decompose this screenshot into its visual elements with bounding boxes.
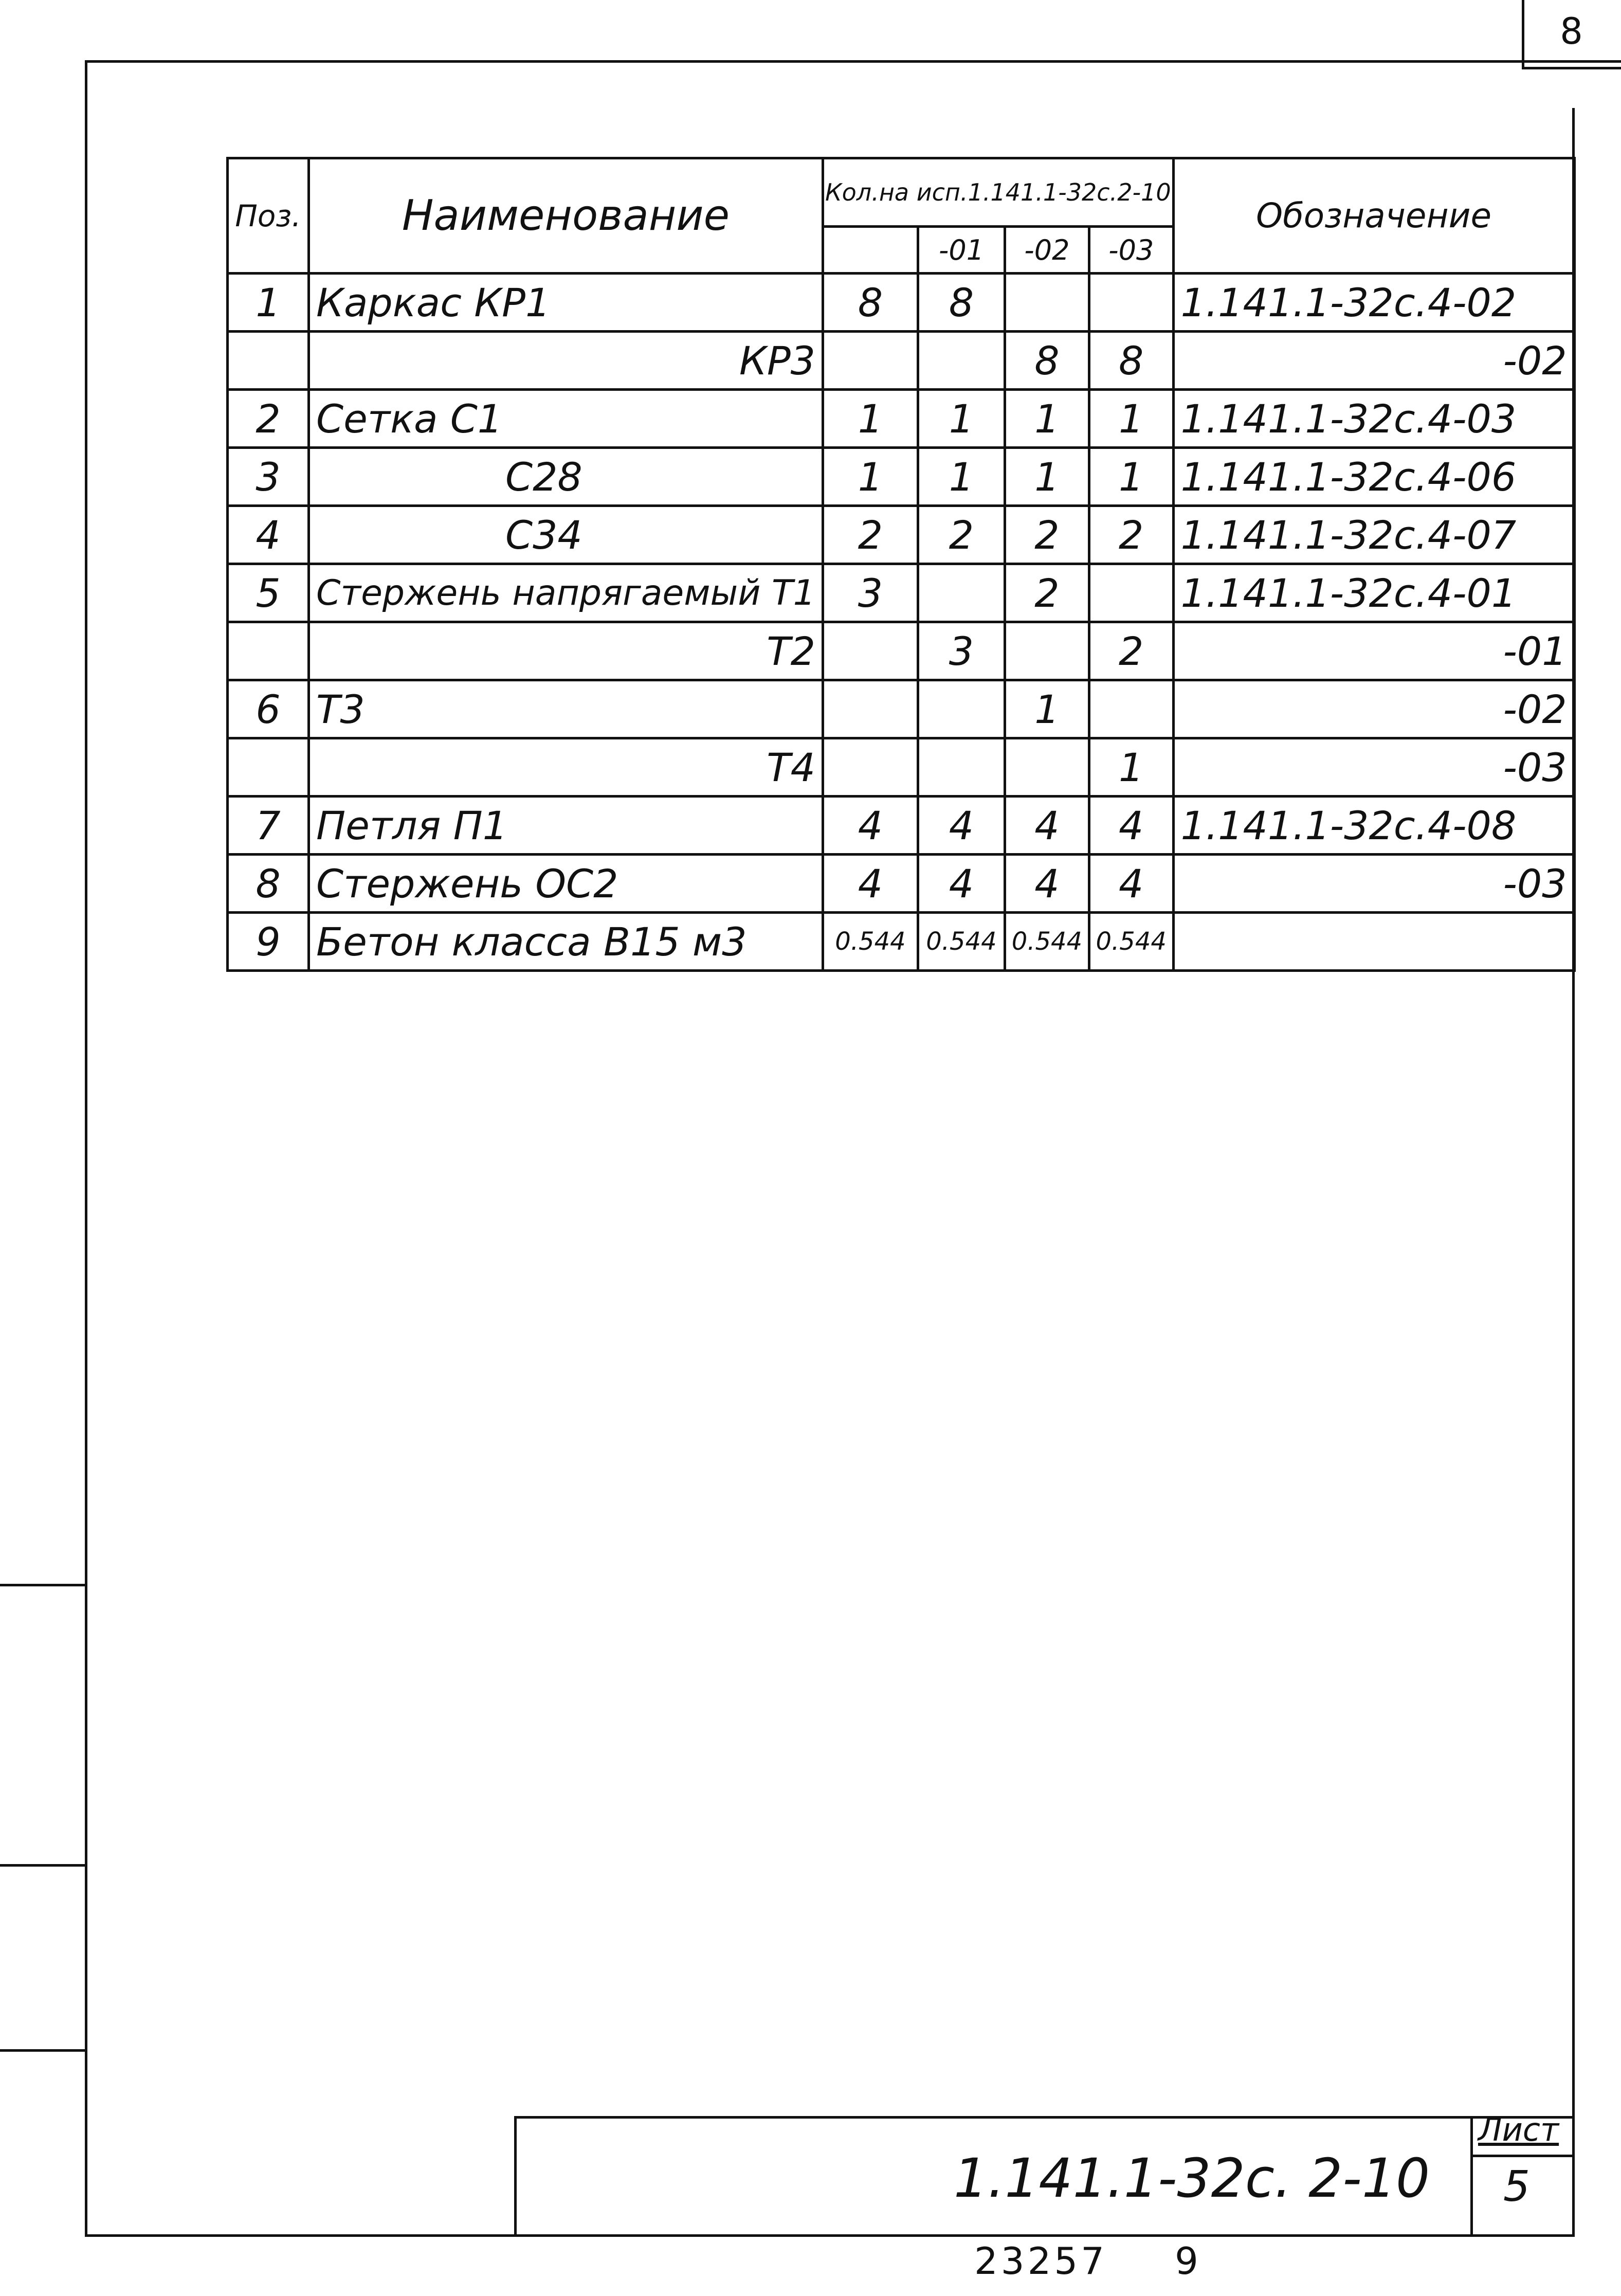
row-qty	[1089, 564, 1173, 622]
row-qty: 2	[918, 506, 1005, 564]
row-qty	[1005, 622, 1089, 680]
row-qty: 2	[823, 506, 918, 564]
row-qty	[1005, 274, 1089, 332]
frame-top	[85, 60, 1621, 63]
row-qty: 1	[1089, 390, 1173, 448]
row-pos: 5	[228, 564, 309, 622]
row-qty: 1	[1089, 448, 1173, 506]
row-qty: 4	[1089, 797, 1173, 855]
row-qty	[823, 738, 918, 797]
row-qty: 4	[823, 797, 918, 855]
copy-number: 9	[1175, 2239, 1198, 2283]
row-name: С34	[309, 506, 823, 564]
row-pos: 6	[228, 680, 309, 738]
table-row	[228, 680, 1575, 738]
row-designation: -02	[1173, 332, 1574, 390]
row-qty: 1	[823, 390, 918, 448]
header-name: Наименование	[309, 158, 823, 274]
row-designation: 1.141.1-32с.4-02	[1173, 274, 1574, 332]
row-designation: 1.141.1-32с.4-06	[1173, 448, 1574, 506]
frame-left	[85, 60, 87, 2237]
table-header-row	[228, 158, 1575, 227]
row-qty: 2	[1089, 622, 1173, 680]
row-designation: 1.141.1-32с.4-08	[1173, 797, 1574, 855]
row-pos	[228, 622, 309, 680]
row-qty	[918, 680, 1005, 738]
table-row	[228, 738, 1575, 797]
row-qty	[823, 680, 918, 738]
row-pos: 2	[228, 390, 309, 448]
sheet-number: 5	[1503, 2162, 1531, 2211]
margin-tick	[0, 1864, 87, 1867]
row-qty: 8	[1089, 332, 1173, 390]
sheet-cell-divider	[1470, 2155, 1572, 2157]
row-qty: 0.544	[823, 913, 918, 971]
row-name: Сетка С1	[309, 390, 823, 448]
row-designation: 1.141.1-32с.4-03	[1173, 390, 1574, 448]
header-variant	[823, 227, 918, 274]
table-row	[228, 797, 1575, 855]
row-pos: 3	[228, 448, 309, 506]
row-qty: 4	[823, 855, 918, 913]
table-row	[228, 274, 1575, 332]
row-name: Т2	[309, 622, 823, 680]
archive-number: 23257	[974, 2239, 1108, 2283]
row-qty: 8	[823, 274, 918, 332]
table-row	[228, 913, 1575, 971]
row-designation: 1.141.1-32с.4-01	[1173, 564, 1574, 622]
row-qty: 2	[1089, 506, 1173, 564]
row-pos: 7	[228, 797, 309, 855]
row-qty: 2	[1005, 564, 1089, 622]
row-qty: 3	[918, 622, 1005, 680]
row-qty: 4	[918, 855, 1005, 913]
row-qty	[1089, 680, 1173, 738]
margin-tick	[0, 2049, 87, 2052]
table-row	[228, 506, 1575, 564]
row-designation: -03	[1173, 738, 1574, 797]
row-pos: 4	[228, 506, 309, 564]
row-name: Каркас КР1	[309, 274, 823, 332]
row-qty	[1005, 738, 1089, 797]
title-block-top	[514, 2116, 1575, 2119]
row-designation	[1173, 913, 1574, 971]
row-qty: 8	[918, 274, 1005, 332]
row-name: КР3	[309, 332, 823, 390]
row-qty: 1	[1005, 390, 1089, 448]
row-pos	[228, 332, 309, 390]
margin-tick	[0, 1584, 87, 1586]
row-name: Т4	[309, 738, 823, 797]
document-code: 1.141.1-32с. 2-10	[954, 2147, 1430, 2210]
header-variant: -01	[918, 227, 1005, 274]
title-block-left	[514, 2116, 517, 2237]
row-name: Т3	[309, 680, 823, 738]
row-qty	[1089, 274, 1173, 332]
header-designation: Обозначение	[1173, 158, 1574, 274]
row-designation: 1.141.1-32с.4-07	[1173, 506, 1574, 564]
row-qty: 1	[1005, 448, 1089, 506]
table-row	[228, 448, 1575, 506]
header-qty-group: Кол.на исп.1.141.1-32с.2-10	[823, 158, 1174, 227]
header-pos: Поз.	[228, 158, 309, 274]
row-designation: -03	[1173, 855, 1574, 913]
header-variant: -02	[1005, 227, 1089, 274]
row-qty: 1	[1005, 680, 1089, 738]
row-qty: 0.544	[1005, 913, 1089, 971]
table-row	[228, 332, 1575, 390]
specification-table	[226, 157, 1576, 972]
sheet-cell-left	[1470, 2116, 1473, 2237]
corner-page-number: 8	[1560, 10, 1583, 52]
row-qty	[823, 332, 918, 390]
row-name: Стержень ОС2	[309, 855, 823, 913]
frame-bottom	[85, 2234, 1575, 2237]
header-variant: -03	[1089, 227, 1173, 274]
row-qty: 2	[1005, 506, 1089, 564]
table-row	[228, 855, 1575, 913]
table-row	[228, 622, 1575, 680]
row-pos: 8	[228, 855, 309, 913]
row-designation: -01	[1173, 622, 1574, 680]
row-qty: 0.544	[918, 913, 1005, 971]
row-qty: 4	[1005, 797, 1089, 855]
row-name: С28	[309, 448, 823, 506]
row-qty: 4	[1089, 855, 1173, 913]
row-qty: 4	[1005, 855, 1089, 913]
row-qty	[918, 564, 1005, 622]
sheet-label: Лист	[1478, 2111, 1559, 2148]
row-name: Бетон класса В15 м3	[309, 913, 823, 971]
table-row	[228, 390, 1575, 448]
row-designation: -02	[1173, 680, 1574, 738]
row-qty	[918, 332, 1005, 390]
row-qty: 0.544	[1089, 913, 1173, 971]
row-qty: 1	[823, 448, 918, 506]
row-name: Петля П1	[309, 797, 823, 855]
row-pos: 1	[228, 274, 309, 332]
row-pos	[228, 738, 309, 797]
row-qty	[918, 738, 1005, 797]
row-pos: 9	[228, 913, 309, 971]
row-qty: 1	[1089, 738, 1173, 797]
row-name: Стержень напрягаемый Т1	[309, 564, 823, 622]
table-row	[228, 564, 1575, 622]
row-qty: 1	[918, 390, 1005, 448]
row-qty	[823, 622, 918, 680]
row-qty: 1	[918, 448, 1005, 506]
row-qty: 4	[918, 797, 1005, 855]
row-qty: 8	[1005, 332, 1089, 390]
row-qty: 3	[823, 564, 918, 622]
